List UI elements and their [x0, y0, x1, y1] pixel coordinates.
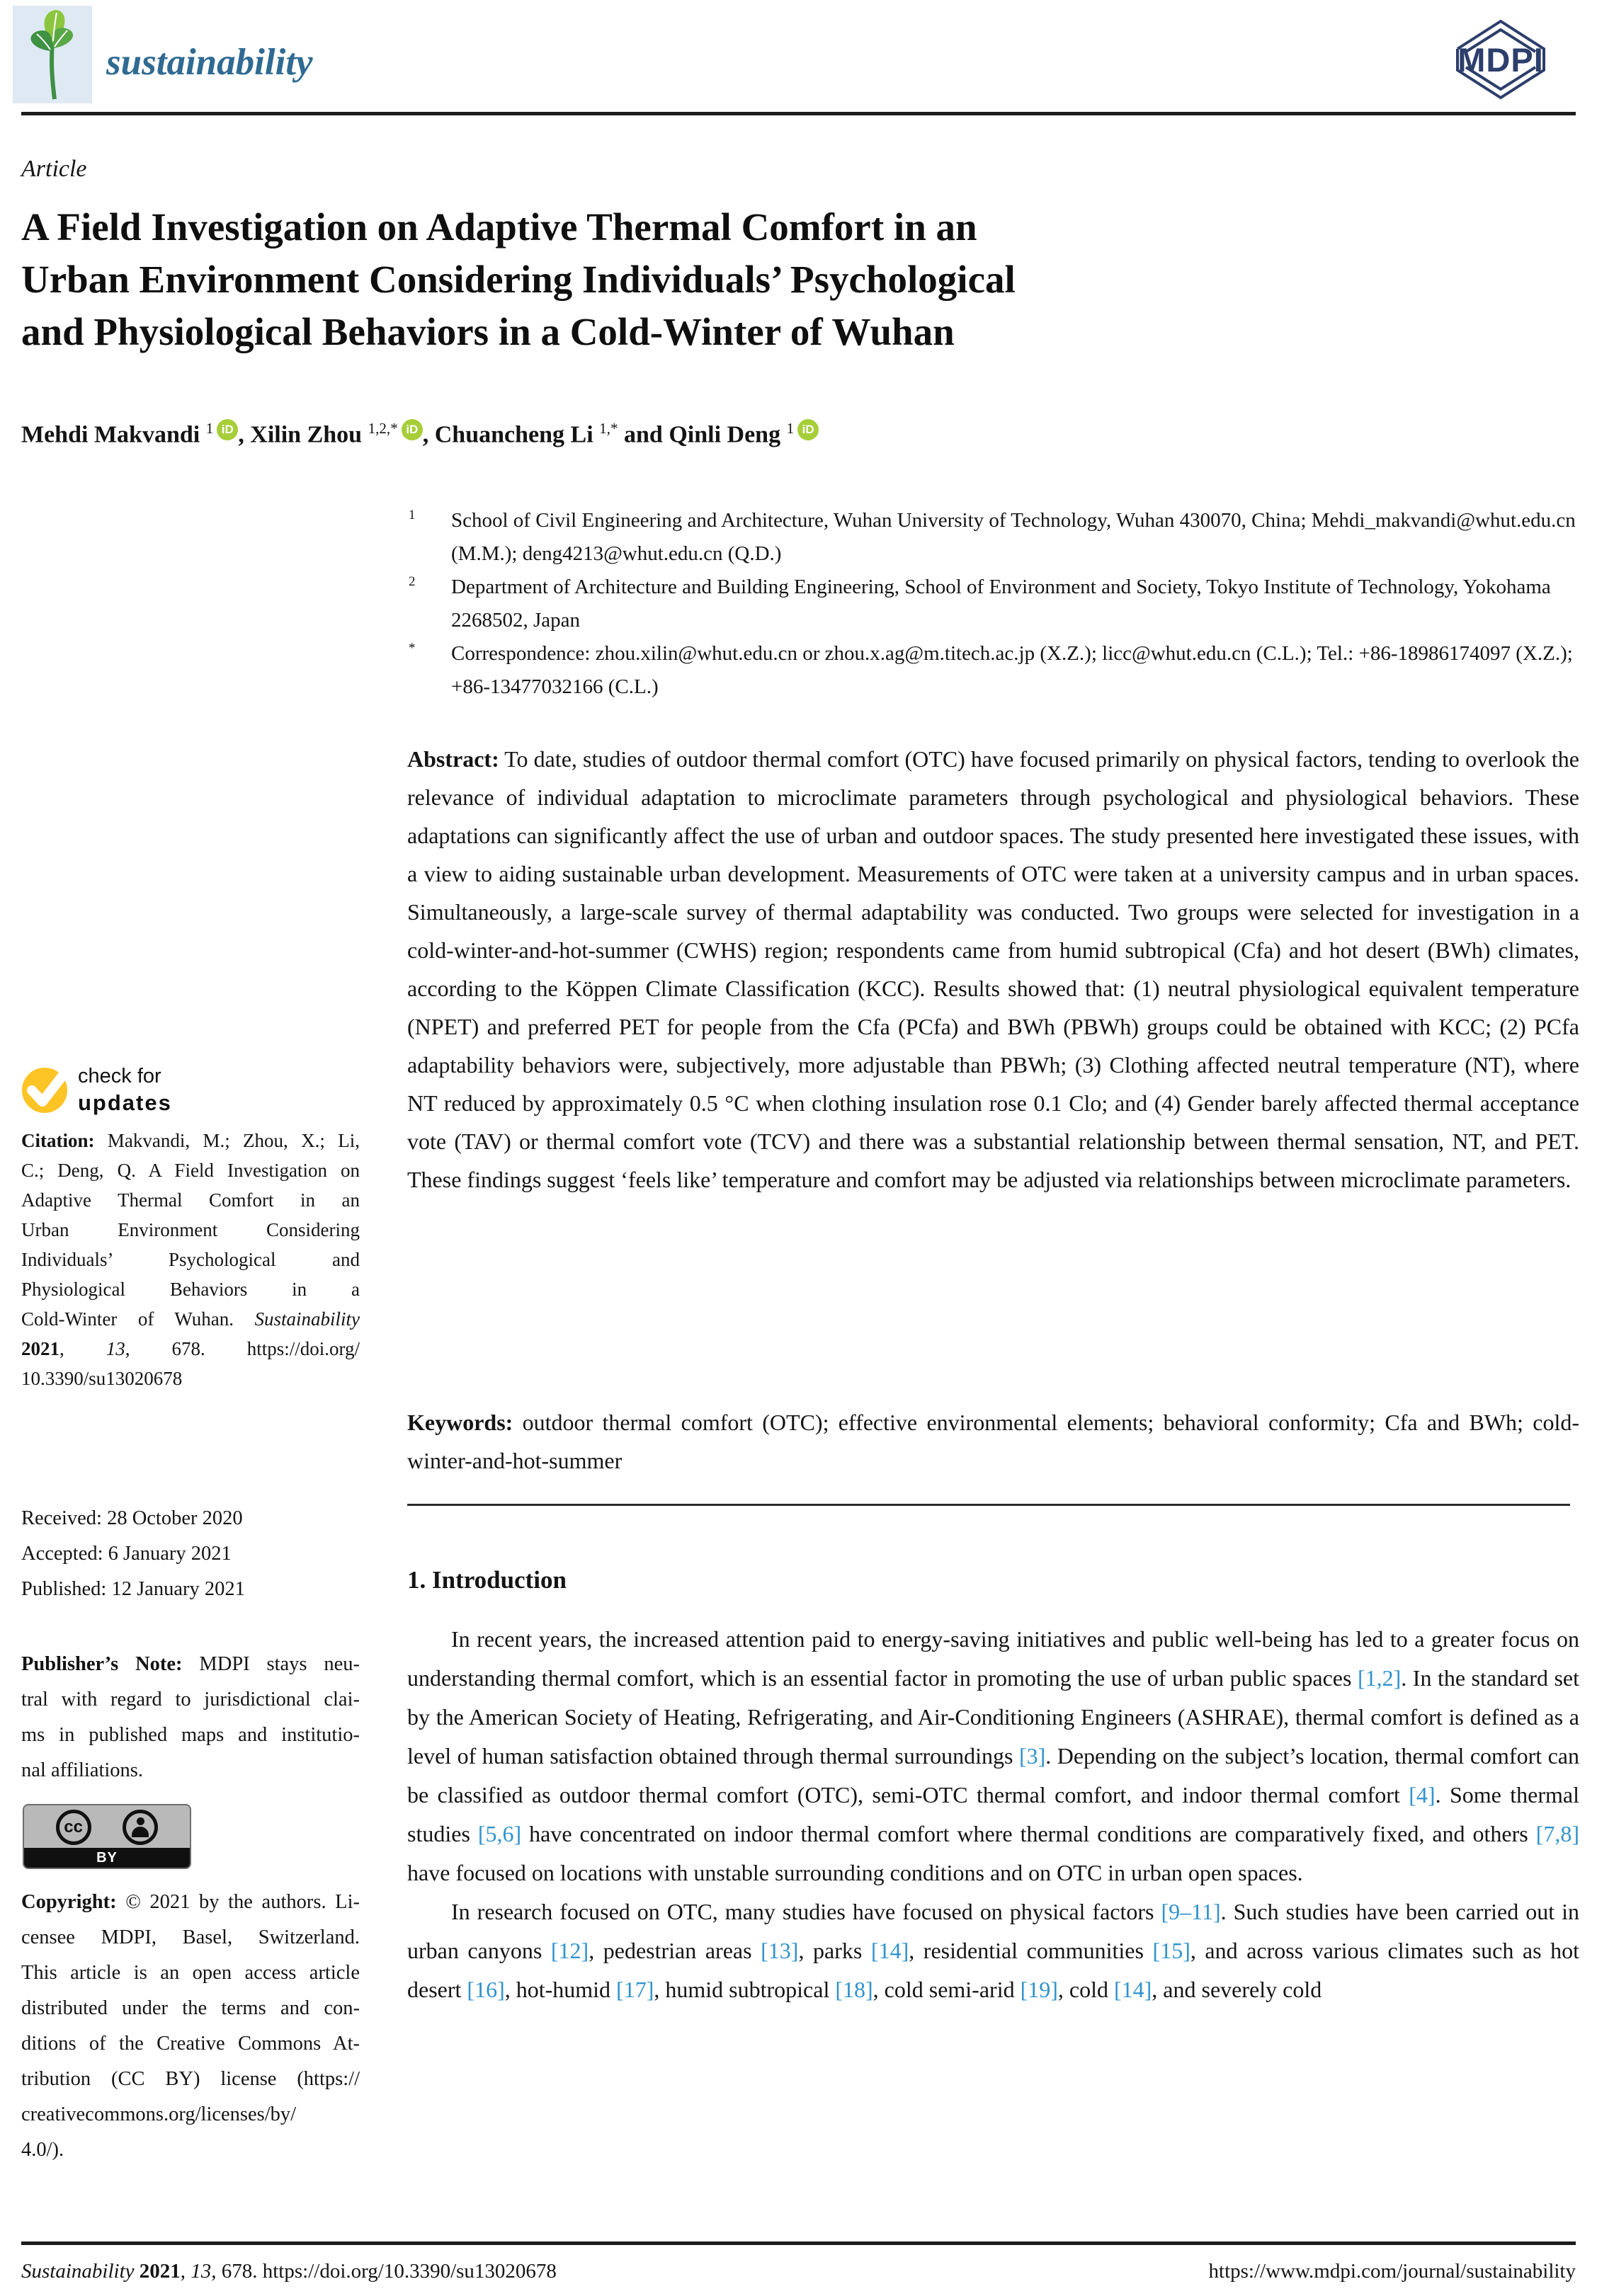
- journal-name: sustainability: [106, 42, 313, 83]
- text-run: tribution (CC BY) license (https://: [21, 2068, 360, 2090]
- text-line: [21, 1718, 360, 1753]
- mdpi-logo: [1436, 16, 1565, 102]
- citation-ref[interactable]: [16]: [467, 1977, 505, 2002]
- text-run: . Some thermal studies: [407, 1782, 1579, 1846]
- text-line: [21, 2062, 360, 2097]
- abstract-label: Abstract:: [407, 746, 499, 772]
- citation-ref[interactable]: [7,8]: [1535, 1821, 1579, 1846]
- text-run: ,: [180, 2260, 191, 2283]
- text-run: , cold semi-arid: [873, 1977, 1021, 2002]
- article-type-label: Article: [21, 156, 87, 182]
- cc-label: cc: [64, 1817, 83, 1837]
- copyright-block: [21, 1885, 360, 2168]
- text-run: This article is an open access article: [21, 1962, 360, 1984]
- text-run: nal affiliations.: [21, 1759, 144, 1781]
- author-name: Qinli Deng: [669, 421, 787, 448]
- text-run: Urban Environment Considering: [21, 1219, 360, 1240]
- text-run: Cold-Winter of Wuhan.: [21, 1308, 255, 1330]
- keywords: [407, 1403, 1579, 1480]
- text-line: [21, 2097, 360, 2132]
- citation-ref[interactable]: [5,6]: [477, 1821, 522, 1846]
- orcid-icon[interactable]: iD: [217, 419, 238, 440]
- keywords-divider: [407, 1504, 1570, 1506]
- text-line: [21, 1753, 360, 1788]
- author-name: Chuancheng Li: [434, 421, 600, 448]
- by-label: BY: [96, 1850, 118, 1866]
- text-line: [21, 1215, 360, 1245]
- keywords-label: Keywords:: [407, 1410, 513, 1435]
- text-run: have focused on locations with unstable surrounding conditions and on OTC in urban open spaces.: [407, 1860, 1303, 1885]
- text-line: [21, 1647, 360, 1682]
- updates-label: updates: [78, 1090, 172, 1115]
- cc-icon: [56, 1810, 91, 1845]
- text-run: ditions of the Creative Commons At-: [21, 2033, 360, 2055]
- person-icon: [123, 1810, 158, 1845]
- author-name: Xilin Zhou: [250, 421, 368, 448]
- text-run: 13: [191, 2260, 212, 2283]
- text-run: C.; Deng, Q. A Field Investigation on: [21, 1160, 360, 1181]
- citation-ref[interactable]: [18]: [835, 1977, 873, 2002]
- publisher-note: [21, 1647, 360, 1788]
- affiliation-marker: 2: [409, 574, 416, 589]
- text-run: distributed under the terms and con-: [21, 1997, 360, 2019]
- text-line: [21, 2132, 360, 2168]
- cc-by-badge[interactable]: [23, 1804, 191, 1869]
- citation-ref[interactable]: [17]: [616, 1977, 654, 2002]
- citation-ref[interactable]: [19]: [1020, 1977, 1058, 2002]
- text-run: , parks: [798, 1938, 871, 1963]
- citation-ref[interactable]: [14]: [870, 1938, 909, 1963]
- title-line: A Field Investigation on Adaptive Thermal Comfort in an: [21, 205, 977, 249]
- text-run: Copyright:: [21, 1891, 126, 1913]
- citation-ref[interactable]: [4]: [1409, 1782, 1436, 1807]
- text-run: Sustainability: [254, 1308, 360, 1330]
- text-line: [21, 1991, 360, 2026]
- paper-title: [21, 201, 1431, 358]
- text-run: In recent years, the increased attention paid to energy-saving initiatives and public well-being has led to a greater focus on understanding thermal comfort, which is an essential factor in promoting the use of urban public spaces: [407, 1626, 1579, 1691]
- text-run: Physiological Behaviors in a: [21, 1279, 360, 1300]
- text-run: Publisher’s Note:: [21, 1653, 200, 1675]
- text-run: , 678. https://doi.org/10.3390/su13020678: [211, 2260, 557, 2283]
- check-icon: [21, 1062, 71, 1116]
- text-line: [21, 1245, 360, 1274]
- footer-rule: [21, 2241, 1576, 2245]
- citation-ref[interactable]: [15]: [1152, 1938, 1190, 1963]
- check-for-label: check for: [78, 1065, 161, 1087]
- text-run: , hot-humid: [504, 1977, 617, 2002]
- text-run: . Such studies have been carried out in urban canyons: [407, 1899, 1579, 1963]
- author-affiliation-marker: 1,*: [599, 420, 618, 437]
- title-line: and Physiological Behaviors in a Cold-Winter of Wuhan: [21, 310, 955, 353]
- footer-citation: [21, 2260, 557, 2283]
- journal-logo: [13, 6, 92, 103]
- text-run: Adaptive Thermal Comfort in an: [21, 1189, 360, 1211]
- cc-by-bar: [24, 1848, 190, 1868]
- citation-ref[interactable]: [12]: [550, 1938, 589, 1963]
- text-run: tral with regard to jurisdictional clai-: [21, 1689, 360, 1710]
- citation-ref[interactable]: [13]: [761, 1938, 799, 1963]
- affiliation-marker: 1: [409, 508, 416, 522]
- header-rule: [21, 112, 1576, 115]
- text-run: , pedestrian areas: [589, 1938, 761, 1963]
- author-affiliation-marker: 1,2,*: [368, 420, 398, 437]
- text-line: [21, 1155, 360, 1185]
- text-line: [21, 1364, 360, 1393]
- text-line: [21, 1126, 360, 1155]
- text-run: , and severely cold: [1152, 1977, 1322, 2002]
- text-line: [21, 2026, 360, 2062]
- body-paragraph: [407, 1892, 1579, 2009]
- check-for-updates-badge[interactable]: [21, 1061, 234, 1121]
- text-run: © 2021 by the authors. Li-: [125, 1891, 360, 1913]
- author-separator: ,: [422, 421, 435, 448]
- text-line: [21, 1274, 360, 1304]
- orcid-icon[interactable]: iD: [402, 419, 423, 440]
- body-paragraph: [407, 1620, 1579, 1892]
- text-run: Makvandi, M.; Zhou, X.; Li,: [107, 1130, 360, 1151]
- mdpi-label: MDPI: [1457, 41, 1544, 79]
- text-run: MDPI stays neu-: [199, 1653, 360, 1675]
- text-line: [21, 1304, 360, 1334]
- author-affiliation-marker: 1: [205, 420, 214, 437]
- text-run: 10.3390/su13020678: [21, 1368, 183, 1389]
- citation-ref[interactable]: [1,2]: [1357, 1665, 1402, 1691]
- citation-ref[interactable]: [9–11]: [1161, 1899, 1221, 1924]
- author-affiliation-marker: 1: [786, 420, 795, 437]
- section-heading-introduction: 1. Introduction: [407, 1566, 567, 1594]
- dates-block: [21, 1501, 245, 1607]
- affiliation-item: [407, 637, 1579, 704]
- footer-journal-url[interactable]: https://www.mdpi.com/journal/sustainability: [1208, 2260, 1576, 2283]
- text-line: [21, 1885, 360, 1920]
- mdpi-hexagon-icon: [1436, 16, 1565, 102]
- author-name: Mehdi Makvandi: [21, 421, 206, 448]
- text-run: Individuals’ Psychological and: [21, 1249, 360, 1270]
- title-line: Urban Environment Considering Individuals’ Psychological: [21, 258, 1016, 301]
- text-run: 13: [106, 1338, 125, 1359]
- abstract-text: To date, studies of outdoor thermal comfort (OTC) have focused primarily on physical factors, tending to overlook the relevance of individual adaptation to microclimate parameters through psychological and physiological behaviors. These adaptations can significantly affect the use of urban and outdoor spaces. The study presented here investigated these issues, with a view to aiding sustainable urban development. Measurements of OTC were taken at a university campus and in urban spaces. Simultaneously, a large-scale survey of thermal adaptability was conducted. Two groups were selected for investigation in a cold-winter-and-hot-summer (CWHS) region; respondents came from humid subtropical (Cfa) and hot desert (BWh) climates, according to the Köppen Climate Classification (KCC). Results showed that: (1) neutral physiological equivalent temperature (NPET) and preferred PET for people from the Cfa (PCfa) and BWh (PBWh) groups could be obtained with KCC; (2) PCfa adaptability behaviors were, subjectively, more adjustable than PBWh; (3) Clothing affected neutral temperature (NT), where NT reduced by approximately 0.5 °C when clothing insulation rose 0.1 Clo; and (4) Gender barely affected thermal acceptance vote (TAV) or thermal comfort vote (TCV) and there was a substantial relationship between thermal sensation, NT, and PET. These findings suggest ‘feels like’ temperature and comfort may be adjusted via relationships between microclimate parameters.: [407, 746, 1580, 1192]
- text-run: . Depending on the subject’s location, thermal comfort can be classified as outdoor thermal comfort (OTC), semi-OTC thermal comfort, and indoor thermal comfort: [407, 1743, 1579, 1807]
- affiliation-text: Correspondence: zhou.xilin@whut.edu.cn or zhou.x.ag@m.titech.ac.jp (X.Z.); licc@whut.edu.cn (C.L.); Tel.: +86-18986174097 (X.Z.); +86-13477032166 (C.L.): [451, 642, 1573, 698]
- cc-icons-row: [24, 1805, 190, 1848]
- text-line: [21, 1185, 360, 1215]
- text-run: censee MDPI, Basel, Switzerland.: [21, 1926, 360, 1948]
- text-run: Citation:: [21, 1130, 108, 1151]
- text-run: Sustainability: [21, 2260, 140, 2283]
- citation-ref[interactable]: [14]: [1113, 1977, 1152, 2002]
- affiliation-item: [407, 504, 1579, 571]
- text-run: , humid subtropical: [654, 1977, 836, 2002]
- introduction-body: [407, 1620, 1579, 2199]
- text-run: have concentrated on indoor thermal comfort where thermal conditions are comparatively fixed, and others: [521, 1821, 1536, 1846]
- affiliation-text: Department of Architecture and Building Engineering, School of Environment and Society, Tokyo Institute of Technology, Yokohama 2268502, Japan: [451, 576, 1551, 632]
- author-line: [21, 419, 819, 448]
- text-run: In research focused on OTC, many studies have focused on physical factors: [451, 1899, 1161, 1924]
- affiliations-block: [407, 504, 1579, 704]
- text-run: creativecommons.org/licenses/by/: [21, 2103, 297, 2125]
- abstract: [407, 740, 1579, 1199]
- text-run: 2021: [139, 2260, 181, 2283]
- text-line: [21, 1955, 360, 1991]
- text-run: ms in published maps and institutio-: [21, 1724, 360, 1746]
- date-line: Received: 28 October 2020: [21, 1507, 243, 1529]
- text-run: , and across various climates such as hot desert: [407, 1938, 1579, 2002]
- text-run: . In the standard set by the American Society of Heating, Refrigerating, and Air-Conditioning Engineers (ASHRAE), thermal comfort is defined as a level of human satisfaction obtained through thermal surroundings: [407, 1665, 1579, 1769]
- date-line: Accepted: 6 January 2021: [21, 1543, 232, 1565]
- author-separator: ,: [238, 421, 251, 448]
- citation-ref[interactable]: [3]: [1018, 1743, 1046, 1769]
- text-run: , 678. https://doi.org/: [125, 1338, 360, 1359]
- text-run: 4.0/).: [21, 2139, 64, 2161]
- text-run: 2021: [21, 1338, 59, 1359]
- text-run: , cold: [1057, 1977, 1114, 2002]
- plant-icon: [13, 6, 92, 103]
- orcid-icon[interactable]: iD: [797, 419, 819, 440]
- text-run: ,: [59, 1338, 106, 1359]
- author-separator: and: [618, 421, 669, 448]
- text-line: [21, 1920, 360, 1955]
- date-line: Published: 12 January 2021: [21, 1578, 245, 1600]
- text-line: [21, 1334, 360, 1364]
- keywords-text: outdoor thermal comfort (OTC); effective environmental elements; behavioral conformity; Cfa and BWh; cold-winter-and-hot-summer: [407, 1410, 1580, 1473]
- affiliation-text: School of Civil Engineering and Architecture, Wuhan University of Technology, Wuhan 430070, China; Mehdi_makvandi@whut.edu.cn (M.M.); deng4213@whut.edu.cn (Q.D.): [451, 509, 1576, 565]
- affiliation-marker: *: [409, 641, 416, 656]
- text-run: , residential communities: [909, 1938, 1153, 1963]
- citation-block: [21, 1126, 360, 1393]
- check-for-updates-text: [78, 1063, 172, 1116]
- text-line: [21, 1682, 360, 1718]
- affiliation-item: [407, 571, 1579, 637]
